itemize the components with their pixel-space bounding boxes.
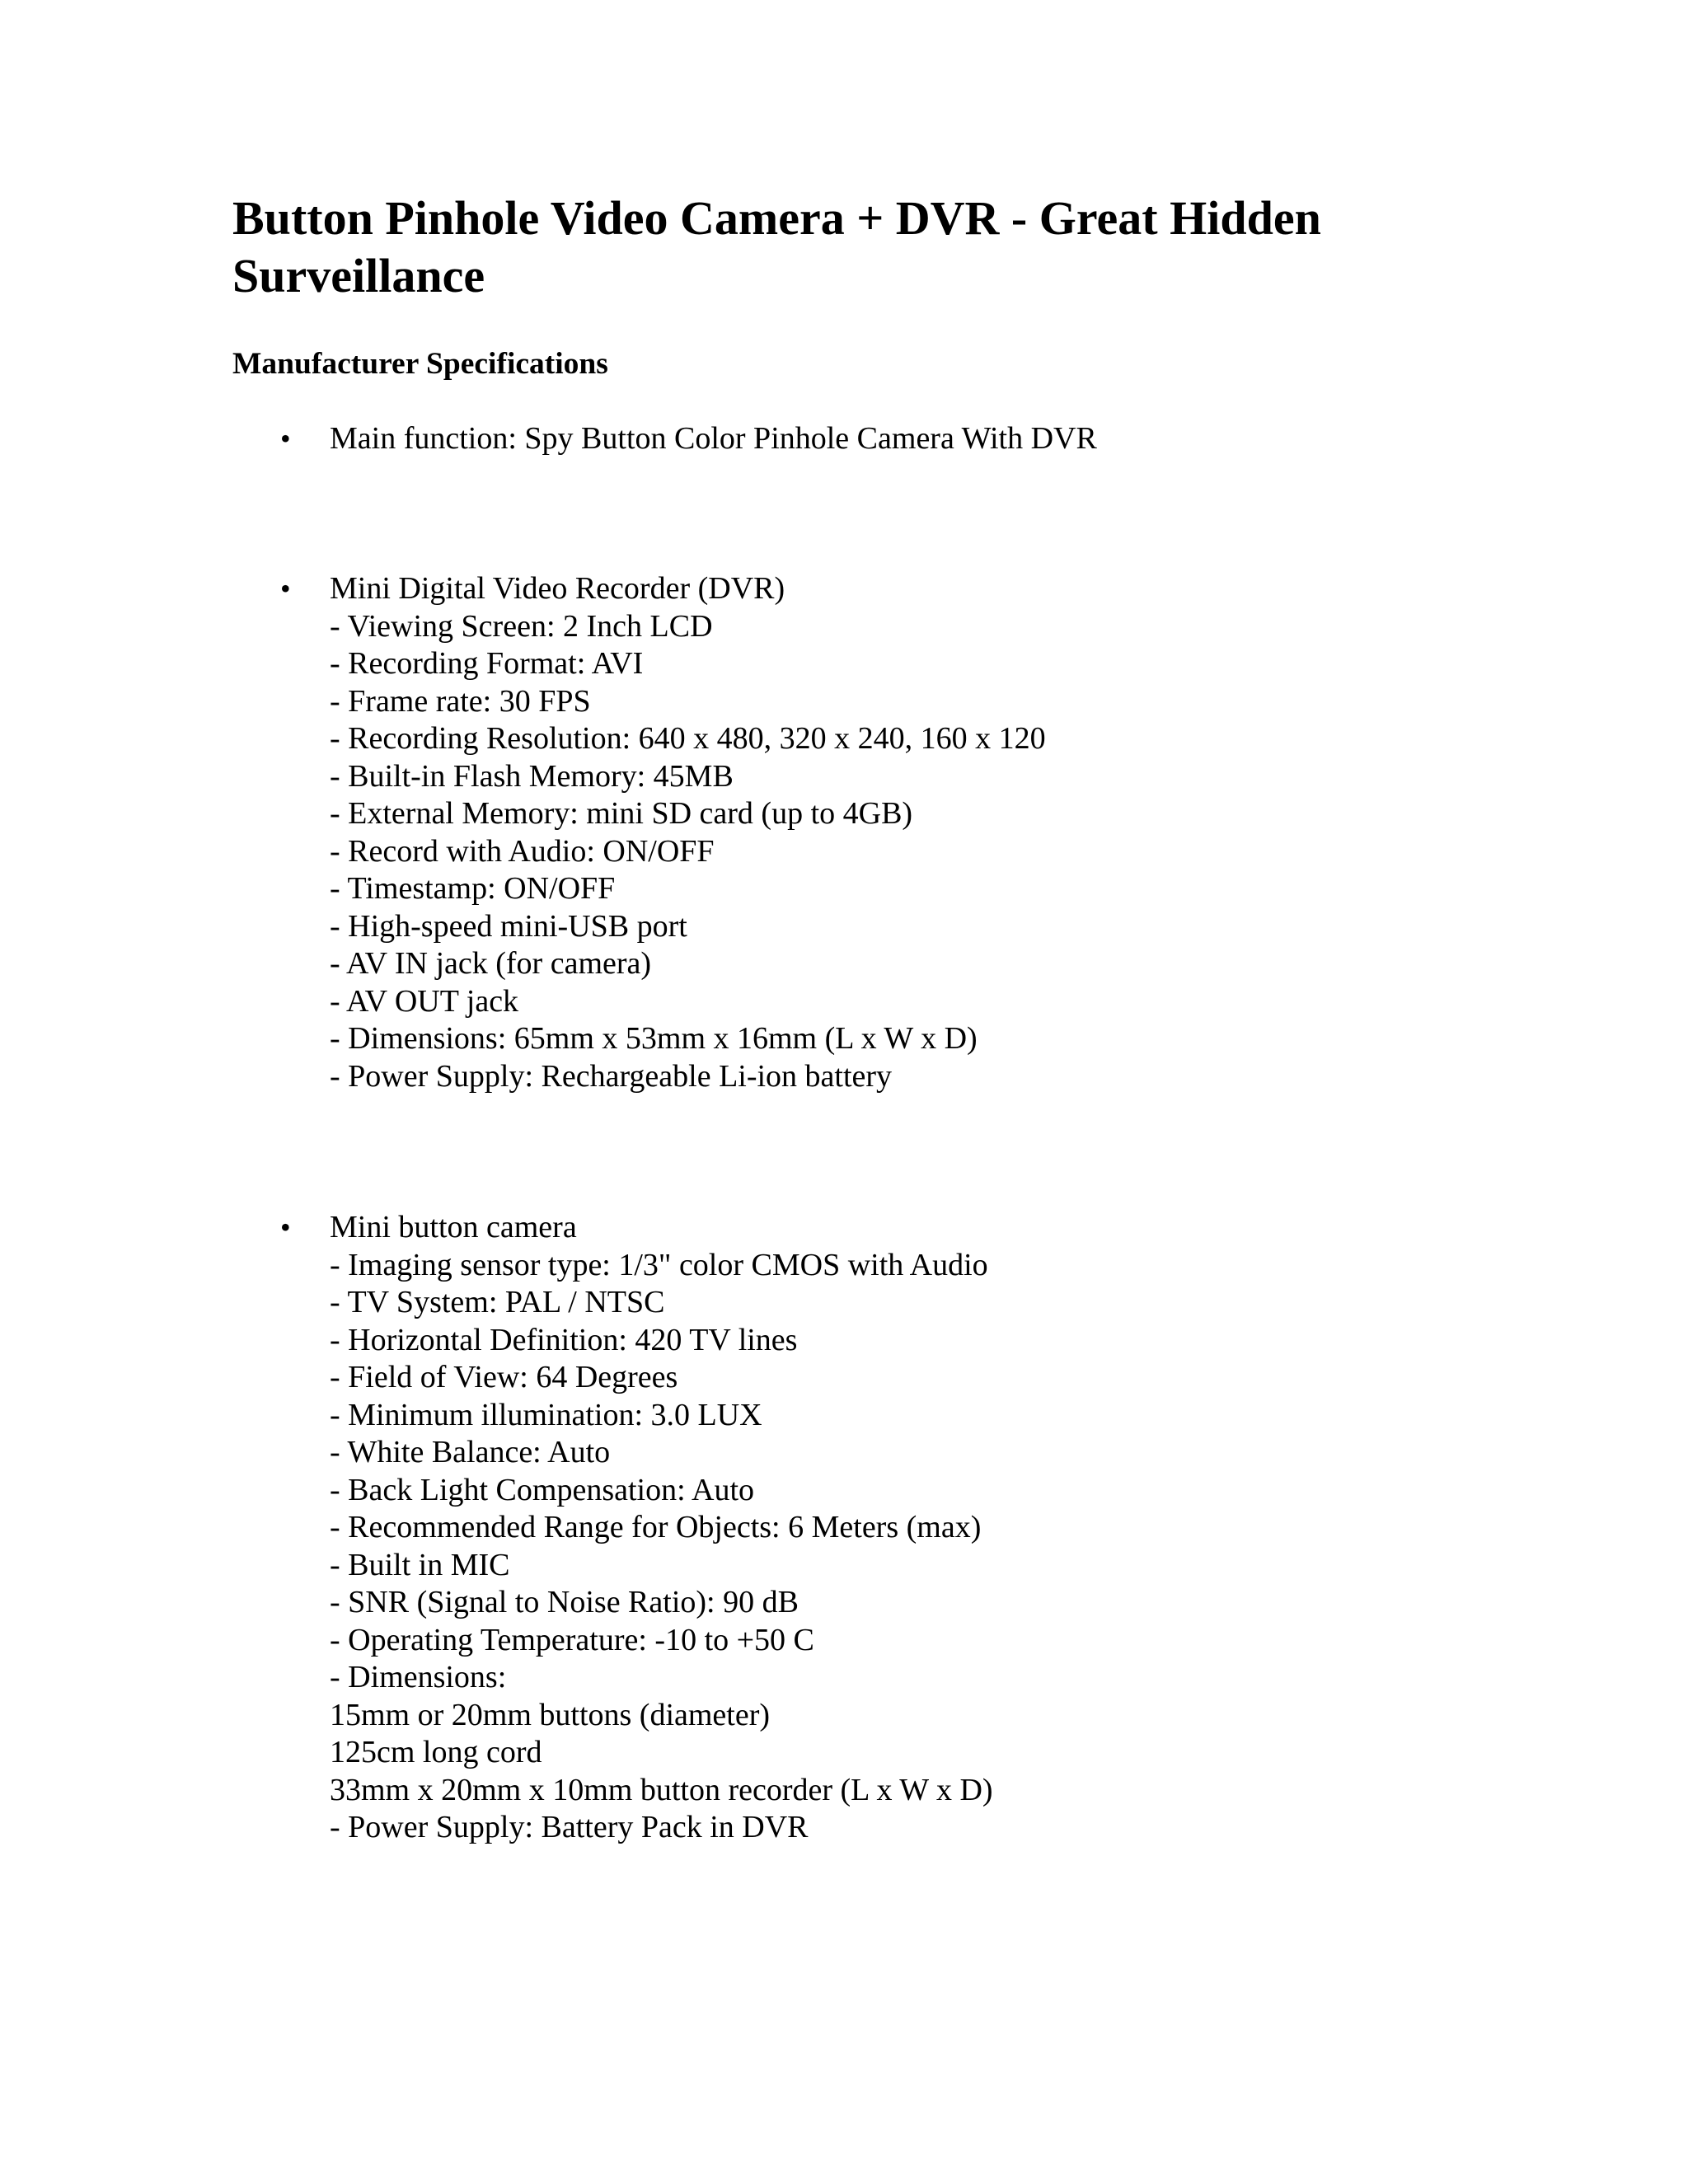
list-item-line: 33mm x 20mm x 10mm button recorder (L x W x D)	[330, 1772, 993, 1807]
section-heading: Manufacturer Specifications	[232, 347, 608, 381]
list-item-line: - Power Supply: Rechargeable Li-ion battery	[330, 1058, 893, 1094]
list-item-line: - Frame rate: 30 FPS	[330, 683, 591, 719]
list-item-line: - Operating Temperature: -10 to +50 C	[330, 1622, 814, 1657]
list-item-body	[330, 420, 1566, 458]
list-item-line: Main function: Spy Button Color Pinhole Camera With DVR	[330, 421, 1097, 456]
bullet-icon: •	[280, 1211, 291, 1244]
bullet-icon: •	[280, 572, 291, 605]
list-item-line: Mini button camera	[330, 1210, 577, 1244]
list-item-line: - Minimum illumination: 3.0 LUX	[330, 1397, 762, 1432]
list-item-line: - Viewing Screen: 2 Inch LCD	[330, 608, 713, 644]
list-item-line: - TV System: PAL / NTSC	[330, 1285, 665, 1319]
list-item-line: 125cm long cord	[330, 1735, 542, 1769]
list-item-line: - Imaging sensor type: 1/3" color CMOS with Audio	[330, 1247, 988, 1282]
list-item-line: - AV IN jack (for camera)	[330, 946, 652, 981]
list-item-body	[330, 1209, 1566, 1847]
list-item-line: - Built in MIC	[330, 1547, 510, 1582]
page-title: Button Pinhole Video Camera + DVR - Great Hidden Surveillance	[232, 191, 1321, 302]
list-item-line: - Recommended Range for Objects: 6 Meters (max)	[330, 1510, 982, 1544]
list-item-line: - Dimensions:	[330, 1660, 507, 1694]
list-item-line: - Recording Format: AVI	[330, 646, 644, 681]
list-item-line: - Record with Audio: ON/OFF	[330, 833, 715, 869]
list-item-line: - External Memory: mini SD card (up to 4GB)	[330, 796, 913, 831]
list-item-line: Mini Digital Video Recorder (DVR)	[330, 571, 785, 606]
list-item-line: - White Balance: Auto	[330, 1435, 611, 1469]
list-item-line: - AV OUT jack	[330, 983, 519, 1019]
list-item-line: - Field of View: 64 Degrees	[330, 1360, 678, 1394]
list-item-line: - Power Supply: Battery Pack in DVR	[330, 1810, 809, 1844]
list-item-line: - Recording Resolution: 640 x 480, 320 x 240, 160 x 120	[330, 721, 1046, 756]
list-item-line: - SNR (Signal to Noise Ratio): 90 dB	[330, 1585, 799, 1619]
list-item-line: - Dimensions: 65mm x 53mm x 16mm (L x W x D)	[330, 1021, 978, 1056]
list-item-line: - Timestamp: ON/OFF	[330, 871, 616, 906]
list-item-line: 15mm or 20mm buttons (diameter)	[330, 1697, 771, 1732]
list-item-line: - Horizontal Definition: 420 TV lines	[330, 1322, 798, 1357]
bullet-icon: •	[280, 422, 291, 455]
list-item-line: - High-speed mini-USB port	[330, 908, 687, 944]
list-item-line: - Back Light Compensation: Auto	[330, 1472, 755, 1507]
list-item-line: - Built-in Flash Memory: 45MB	[330, 758, 734, 794]
list-item-body	[330, 570, 1566, 1095]
